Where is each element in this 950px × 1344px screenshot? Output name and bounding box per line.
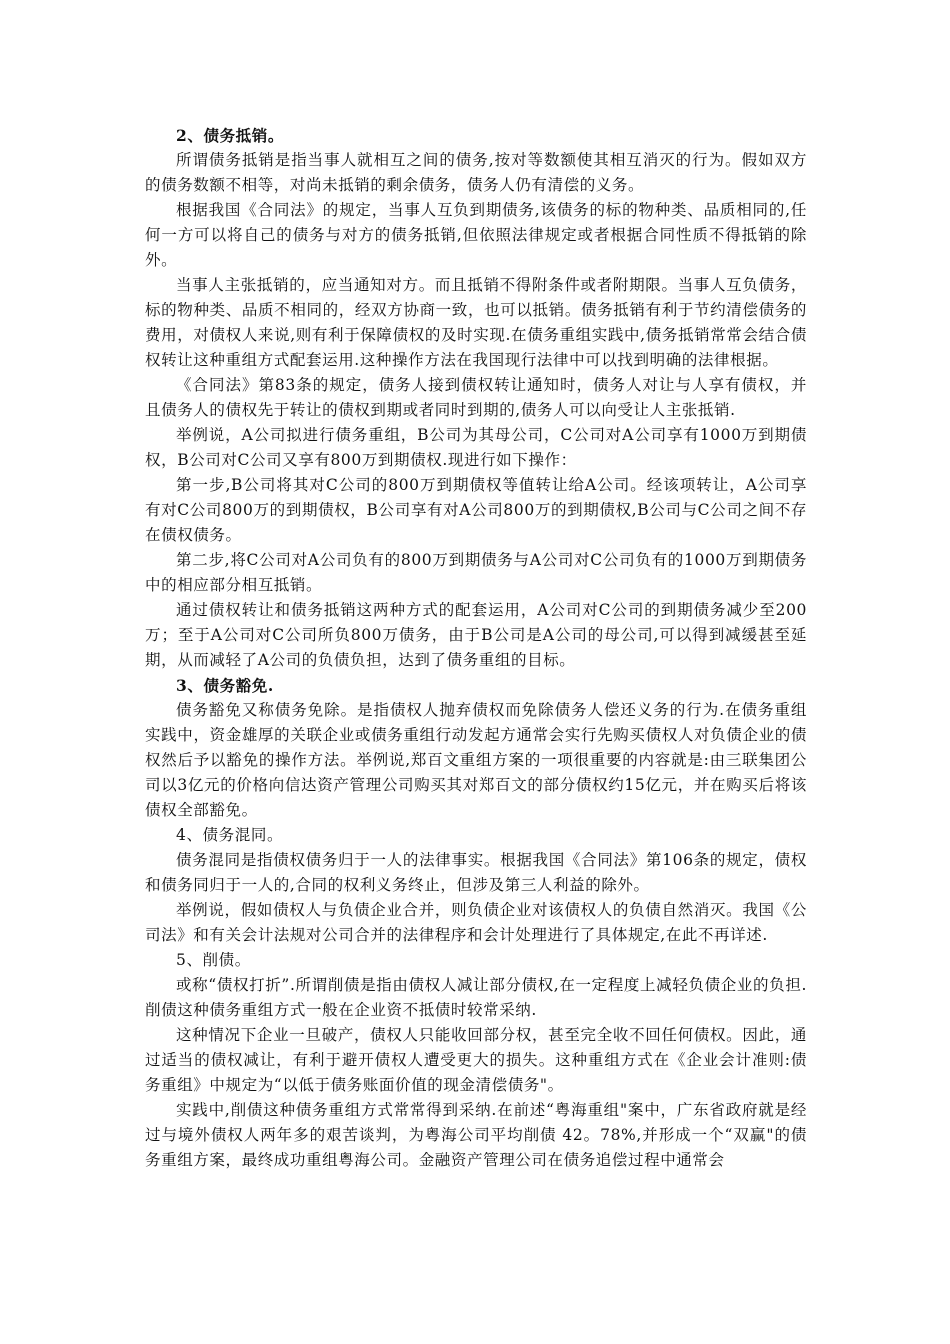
paragraph: 或称“债权打折”.所谓削债是指由债权人减让部分债权,在一定程度上减轻负债企业的负担.削债这种债务重组方式一般在企业资不抵债时较常采纳. (145, 976, 807, 1019)
paragraph: 第一步,B公司将其对C公司的800万到期债权等值转让给A公司。经该项转让，A公司享有对C公司800万的到期债权，B公司享有对A公司800万的到期债权,B公司与C公司之间不存在债权债务。 (145, 476, 807, 544)
paragraph: 举例说，A公司拟进行债务重组，B公司为其母公司，C公司对A公司享有1000万到期债权，B公司对C公司又享有800万到期债权.现进行如下操作： (145, 426, 807, 469)
section-heading-debt-offset: 2、债务抵销。 (176, 126, 284, 145)
paragraph: 债务豁免又称债务免除。是指债权人抛弃债权而免除债务人偿还义务的行为.在债务重组实践中，资金雄厚的关联企业或债务重组行动发起方通常会实行先购买债权人对负债企业的债权然后予以豁免的操作方法。举例说,郑百文重组方案的一项很重要的内容就是:由三联集团公司以3亿元的价格向信达资产管理公司购买其对郑百文的部分债权约15亿元，并在购买后将该债权全部豁免。 (145, 701, 807, 819)
paragraph: 当事人主张抵销的，应当通知对方。而且抵销不得附条件或者附期限。当事人互负债务，标的物种类、品质不相同的，经双方协商一致，也可以抵销。债务抵销有利于节约清偿债务的费用，对债权人来说,则有利于保障债权的及时实现.在债务重组实践中,债务抵销常常会结合债权转让这种重组方式配套运用.这种操作方法在我国现行法律中可以找到明确的法律根据。 (145, 276, 807, 369)
section-heading-debt-merger: 4、债务混同。 (176, 826, 284, 844)
section-heading-debt-reduction: 5、削债。 (176, 951, 251, 969)
paragraph: 举例说，假如债权人与负债企业合并，则负债企业对该债权人的负债自然消灭。我国《公司法》和有关会计法规对公司合并的法律程序和会计处理进行了具体规定,在此不再详述. (145, 901, 807, 944)
paragraph: 根据我国《合同法》的规定，当事人互负到期债务,该债务的标的物种类、品质相同的,任何一方可以将自己的债务与对方的债务抵销,但依照法律规定或者根据合同性质不得抵销的除外。 (145, 201, 807, 269)
paragraph: 第二步,将C公司对A公司负有的800万到期债务与A公司对C公司负有的1000万到期债务中的相应部分相互抵销。 (145, 551, 807, 594)
paragraph: 《合同法》第83条的规定，债务人接到债权转让通知时，债务人对让与人享有债权，并且债务人的债权先于转让的债权到期或者同时到期的,债务人可以向受让人主张抵销. (145, 376, 807, 419)
paragraph: 实践中,削债这种债务重组方式常常得到采纳.在前述“粤海重组"案中，广东省政府就是经过与境外债权人两年多的艰苦谈判，为粤海公司平均削债 42。78%,并形成一个“双赢"的债务重组方案，最终成功重组粤海公司。金融资产管理公司在债务追偿过程中通常会 (145, 1101, 807, 1169)
paragraph: 通过债权转让和债务抵销这两种方式的配套运用，A公司对C公司的到期债务减少至200万；至于A公司对C公司所负800万债务，由于B公司是A公司的母公司,可以得到减缓甚至延期，从而减轻了A公司的负债负担，达到了债务重组的目标。 (145, 601, 807, 669)
paragraph: 所谓债务抵销是指当事人就相互之间的债务,按对等数额使其相互消灭的行为。假如双方的债务数额不相等，对尚未抵销的剩余债务，债务人仍有清偿的义务。 (145, 151, 807, 194)
paragraph: 这种情况下企业一旦破产，债权人只能收回部分权，甚至完全收不回任何债权。因此，通过适当的债权减让，有利于避开债权人遭受更大的损失。这种重组方式在《企业会计准则:债务重组》中规定为“以低于债务账面价值的现金清偿债务"。 (145, 1026, 807, 1094)
document-page (145, 123, 807, 1173)
section-heading-debt-exemption: 3、债务豁免. (176, 676, 274, 695)
paragraph: 债务混同是指债权债务归于一人的法律事实。根据我国《合同法》第106条的规定，债权和债务同归于一人的,合同的权利义务终止，但涉及第三人利益的除外。 (145, 851, 807, 894)
